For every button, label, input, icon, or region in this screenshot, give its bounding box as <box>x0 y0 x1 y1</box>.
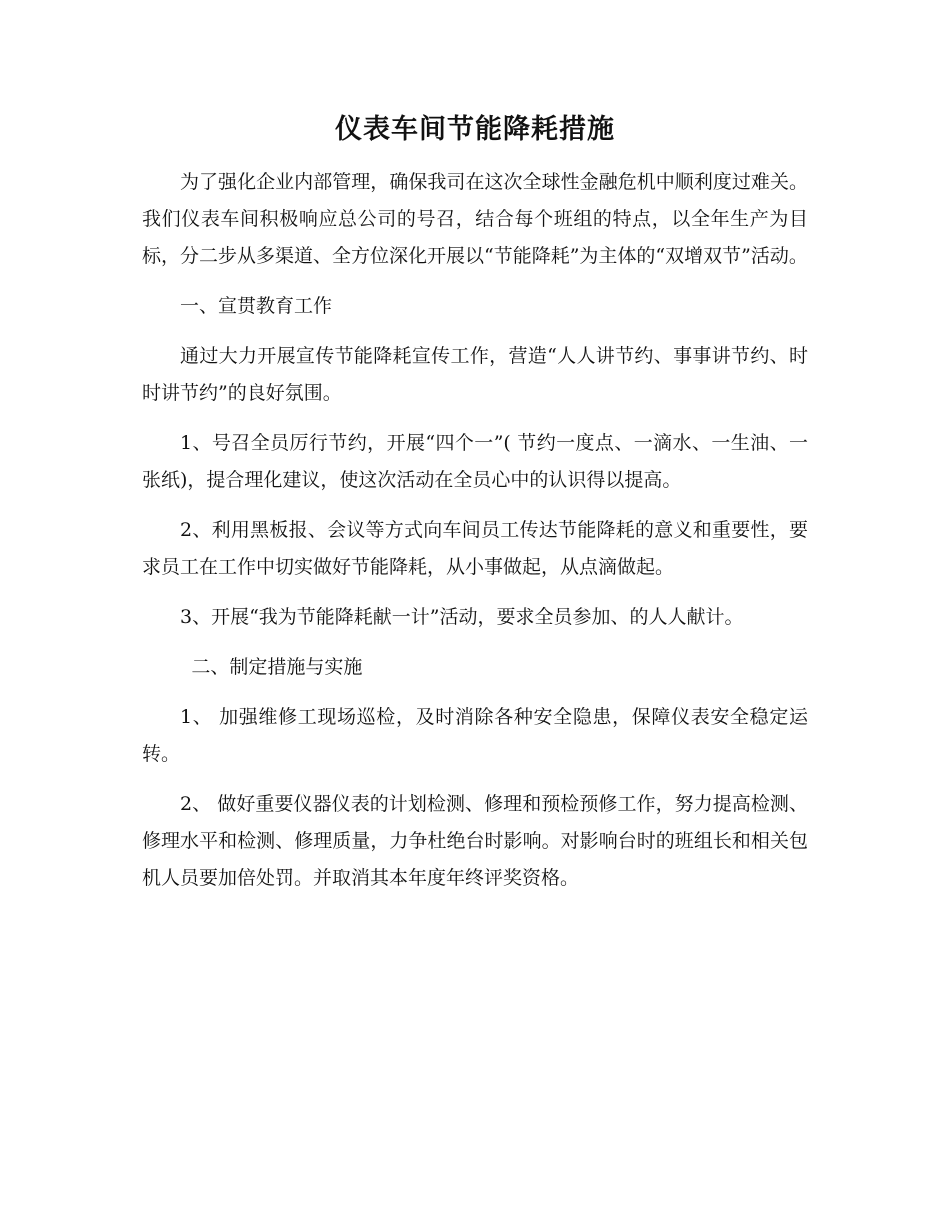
section-2-item-2: 2、 做好重要仪器仪表的计划检测、修理和预检预修工作，努力提高检测、修理水平和检测、修理质量，力争杜绝台时影响。对影响台时的班组长和相关包机人员要加倍处罚。并取消其本年度年终评奖资格。 <box>142 793 808 889</box>
intro-paragraph: 为了强化企业内部管理，确保我司在这次全球性金融危机中顺利度过难关。我们仪表车间积极响应总公司的号召，结合每个班组的特点，以全年生产为目标，分二步从多渠道、全方位深化开展以“节能降耗”为主体的“双增双节”活动。 <box>142 171 808 267</box>
section-2-item-1: 1、 加强维修工现场巡检，及时消除各种安全隐患，保障仪表安全稳定运转。 <box>142 706 808 765</box>
document-title: 仪表车间节能降耗措施 <box>335 114 615 145</box>
section-1-item-3: 3、开展“我为节能降耗献一计”活动，要求全员参加、的人人献计。 <box>180 606 744 628</box>
section-heading-2: 二、制定措施与实施 <box>191 656 363 678</box>
section-1-item-1: 1、号召全员厉行节约，开展“四个一”( 节约一度点、一滴水、一生油、一张纸)，提合理化建议，使这次活动在全员心中的认识得以提高。 <box>142 432 808 491</box>
section-1-paragraph: 通过大力开展宣传节能降耗宣传工作，营造“人人讲节约、事事讲节约、时时讲节约”的良好氛围。 <box>142 345 808 404</box>
document-body <box>142 164 808 910</box>
section-1-item-2: 2、利用黑板报、会议等方式向车间员工传达节能降耗的意义和重要性，要求员工在工作中切实做好节能降耗，从小事做起，从点滴做起。 <box>142 519 808 578</box>
section-heading-1: 一、宣贯教育工作 <box>180 295 333 317</box>
